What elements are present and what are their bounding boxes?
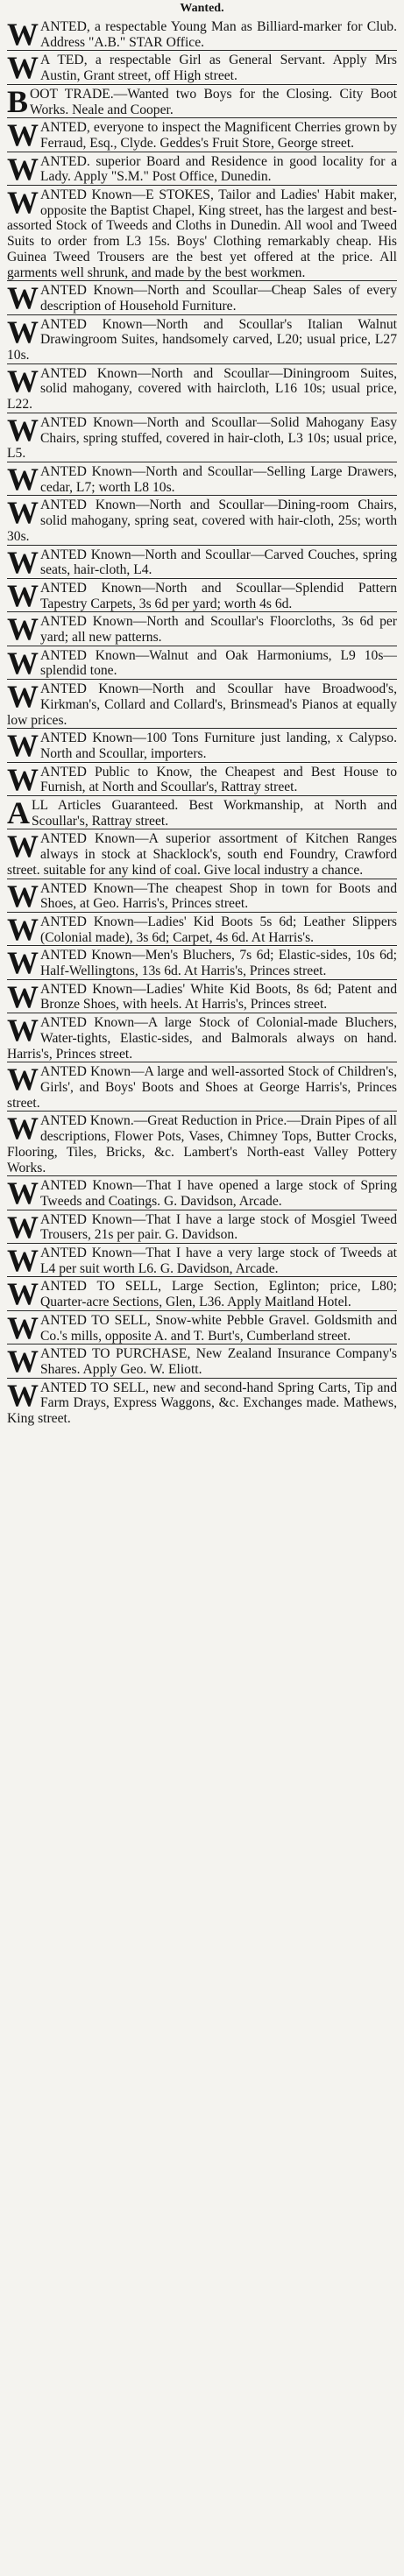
- ad-initial: W: [7, 314, 39, 349]
- ad-text: ANTED Known—That I have a large stock of Mosgiel Tweed Trousers, 21s per pair. G. Davidson.: [40, 1211, 397, 1243]
- ad-initial: W: [7, 761, 39, 796]
- ad-text: ANTED Known.—Great Reduction in Price.—Drain Pipes of all descriptions, Flower Pots, Vases, Chimney Tops, Butter Crocks, Flooring, Tiles, Bricks, &c. Lambert's North-east Valley Pottery Works.: [7, 1113, 397, 1175]
- ad-text: ANTED TO SELL, Snow-white Pebble Gravel. Goldsmith and Co.'s mills, opposite A. and T. Burt's, Cumberland street.: [40, 1312, 397, 1344]
- ad-29: [7, 1175, 397, 1209]
- ad-initial: W: [7, 1309, 39, 1344]
- ad-initial: W: [7, 280, 39, 314]
- ad-26: [7, 1013, 397, 1062]
- ad-text: ANTED Known—A large and well-assorted Stock of Children's, Girls', and Boys' Boots and Shoes at George Harris's, Princes street.: [7, 1064, 397, 1111]
- ad-7: [7, 280, 397, 314]
- ad-30: [7, 1210, 397, 1243]
- ad-19: [7, 762, 397, 795]
- ad-text: ANTED Known—North and Scoullar—Diningroom Suites, solid mahogany, covered with haircloth, L16 10s; usual price, L22.: [7, 365, 397, 413]
- ad-text: ANTED Known—Ladies' White Kid Boots, 8s 6d; Patent and Bronze Shoes, with heels. At Harris's, Princes street.: [40, 981, 397, 1013]
- ad-initial: W: [7, 945, 39, 979]
- ad-text: ANTED Known—E STOKES, Tailor and Ladies' Habit maker, opposite the Baptist Chapel, King street, has the largest and best-assorted Stock of Tweeds and Cloths in Dunedin. All wool and Tweed Suits to order from L3 15s. Boys' Clothing remarkably cheap. His Guinea Tweed Trousers are the best yet offered at the price. All garments well shrunk, and made by the best workmen.: [7, 187, 397, 280]
- ad-initial: W: [7, 185, 39, 221]
- ad-13: [7, 545, 397, 578]
- ad-text: OOT TRADE.—Wanted two Boys for the Closing. City Boot Works. Neale and Cooper.: [30, 86, 397, 117]
- ad-21: [7, 829, 397, 878]
- ad-14: [7, 578, 397, 611]
- ad-17: [7, 679, 397, 728]
- ad-27: [7, 1062, 397, 1111]
- ad-initial: W: [7, 1344, 39, 1378]
- ad-32: [7, 1276, 397, 1309]
- ad-initial: B: [7, 83, 29, 118]
- ad-initial: W: [7, 679, 39, 715]
- ad-initial: W: [7, 911, 39, 946]
- ad-text: ANTED Known—North and Scoullar—Dining-room Chairs, solid mahogany, spring seat, covered with hair-cloth, 25s; worth 30s.: [7, 498, 397, 544]
- ad-initial: W: [7, 461, 39, 496]
- ad-text: ANTED, a respectable Young Man as Billiard-marker for Club. Address "A.B." STAR Office.: [40, 19, 397, 50]
- ad-text: ANTED Known—100 Tons Furniture just landing, x Calypso. North and Scoullar, importers.: [40, 730, 397, 761]
- ad-text: ANTED Known—North and Scoullar have Broadwood's, Kirkman's, Collard and Collard's, Brinsmead's Pianos at equally low prices.: [7, 681, 397, 728]
- ad-initial: W: [7, 544, 39, 578]
- ad-34: [7, 1344, 397, 1377]
- ad-initial: W: [7, 1243, 39, 1277]
- ad-4: [7, 117, 397, 151]
- ad-initial: W: [7, 1111, 39, 1147]
- ad-35: [7, 1378, 397, 1427]
- ad-initial: W: [7, 1013, 39, 1048]
- ad-text: ANTED, everyone to inspect the Magnificent Cherries grown by Ferraud, Esq., Clyde. Geddes's Fruit Store, George street.: [40, 120, 397, 151]
- column-heading: Wanted.: [180, 2, 224, 15]
- ad-10: [7, 413, 397, 462]
- ad-text: ANTED Public to Know, the Cheapest and Best House to Furnish, at North and Scoullar's, Rattray street.: [40, 764, 397, 795]
- ad-initial: W: [7, 495, 39, 531]
- ad-text: ANTED TO SELL, new and second-hand Spring Carts, Tip and Farm Drays, Express Waggons, &c. Exchanges made. Mathews, King street.: [7, 1380, 397, 1427]
- ad-23: [7, 912, 397, 945]
- ad-initial: W: [7, 645, 39, 680]
- ad-20: [7, 795, 397, 829]
- ad-11: [7, 462, 397, 495]
- ad-text: ANTED TO PURCHASE, New Zealand Insurance Company's Shares. Apply Geo. W. Eliott.: [40, 1346, 397, 1377]
- ad-text: ANTED Known—North and Scoullar's Floorcloths, 3s 6d per yard; all new patterns.: [40, 614, 397, 646]
- ad-31: [7, 1243, 397, 1276]
- ad-initial: W: [7, 50, 39, 84]
- ad-text: ANTED Known—North and Scoullar—Cheap Sales of every description of Household Furniture.: [40, 283, 397, 314]
- ad-initial: W: [7, 1209, 39, 1244]
- ad-text: ANTED Known—A large Stock of Colonial-made Bluchers, Water-tights, Elastic-sides, and Balmorals always on hand. Harris's, Princes street.: [7, 1015, 397, 1062]
- ad-15: [7, 611, 397, 645]
- ad-text: ANTED Known—Men's Bluchers, 7s 6d; Elastic-sides, 10s 6d; Half-Wellingtons, 13s 6d. At Harris's, Princes street.: [40, 948, 397, 979]
- ad-initial: W: [7, 363, 39, 399]
- ad-initial: W: [7, 878, 39, 912]
- ad-text: A TED, a respectable Girl as General Servant. Apply Mrs Austin, Grant street, off High street.: [40, 53, 397, 84]
- ad-text: ANTED Known—North and Scoullar—Splendid Pattern Tapestry Carpets, 3s 6d per yard; worth 4s 6d.: [40, 580, 397, 611]
- ad-28: [7, 1111, 397, 1175]
- ad-5: [7, 152, 397, 185]
- ad-text: ANTED TO SELL, Large Section, Eglinton; price, L80; Quarter-acre Sections, Glen, L36. Apply Maitland Hotel.: [40, 1279, 397, 1310]
- ad-22: [7, 879, 397, 912]
- ad-6: [7, 185, 397, 280]
- ad-initial: W: [7, 611, 39, 646]
- ad-text: ANTED Known—That I have opened a large stock of Spring Tweeds and Coatings. G. Davidson, Arcade.: [40, 1178, 397, 1209]
- ad-initial: W: [7, 1175, 39, 1210]
- ad-33: [7, 1310, 397, 1344]
- classified-ads: [7, 18, 397, 1427]
- ad-initial: A: [7, 795, 30, 829]
- ad-initial: W: [7, 151, 39, 186]
- ad-24: [7, 945, 397, 978]
- ad-text: ANTED Known—Ladies' Kid Boots 5s 6d; Leather Slippers (Colonial made), 3s 6d; Carpet, 4s 6d. At Harris's.: [40, 914, 397, 945]
- ad-25: [7, 979, 397, 1013]
- ad-text: ANTED Known—North and Scoullar—Solid Mahogany Easy Chairs, spring stuffed, covered in hair-cloth, L3 10s; usual price, L5.: [7, 414, 397, 462]
- ad-initial: W: [7, 117, 39, 152]
- ad-text: ANTED Known—North and Scoullar's Italian Walnut Drawingroom Suites, handsomely carved, L20; usual price, L27 10s.: [7, 316, 397, 363]
- ad-text: ANTED. superior Board and Residence in good locality for a Lady. Apply "S.M." Post Office, Dunedin.: [40, 153, 397, 185]
- ad-text: ANTED Known—A superior assortment of Kitchen Ranges always in stock at Shacklock's, south end Foundry, Crawford street. suitable for any kind of coal. Give local industry a chance.: [7, 831, 397, 878]
- ad-initial: W: [7, 728, 39, 762]
- ad-text: ANTED Known—That I have a very large stock of Tweeds at L4 per suit worth L6. G. Davidson, Arcade.: [40, 1246, 397, 1276]
- ad-initial: W: [7, 1062, 39, 1097]
- ad-initial: W: [7, 1377, 39, 1413]
- ad-18: [7, 728, 397, 761]
- ad-1: [7, 18, 397, 50]
- ad-text: ANTED Known—The cheapest Shop in town for Boots and Shoes, at Geo. Harris's, Princes street.: [40, 880, 397, 912]
- ad-text: LL Articles Guaranteed. Best Workmanship, at North and Scoullar's, Rattray street.: [32, 798, 397, 829]
- ad-initial: W: [7, 577, 39, 612]
- ad-text: ANTED Known—Walnut and Oak Harmoniums, L9 10s—splendid tone.: [40, 647, 397, 679]
- ad-12: [7, 495, 397, 544]
- ad-initial: W: [7, 18, 39, 51]
- ad-3: [7, 84, 397, 117]
- ad-initial: W: [7, 1276, 39, 1310]
- ad-2: [7, 50, 397, 83]
- ad-8: [7, 314, 397, 363]
- ad-16: [7, 646, 397, 679]
- ad-initial: W: [7, 412, 39, 448]
- ad-initial: W: [7, 829, 39, 865]
- ad-9: [7, 363, 397, 413]
- ad-text: ANTED Known—North and Scoullar—Carved Couches, spring seats, hair-cloth, L4.: [40, 547, 397, 578]
- ad-initial: W: [7, 978, 39, 1013]
- ad-text: ANTED Known—North and Scoullar—Selling Large Drawers, cedar, L7; worth L8 10s.: [40, 463, 397, 495]
